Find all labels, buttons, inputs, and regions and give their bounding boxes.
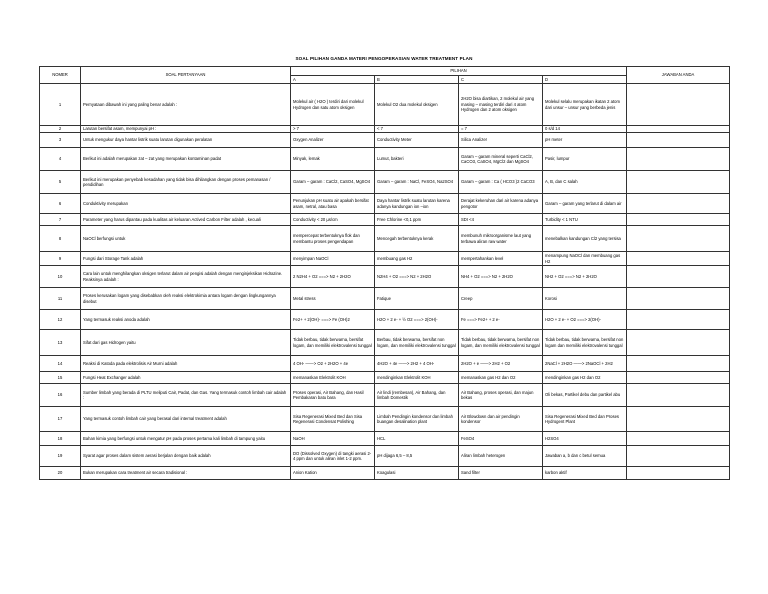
option-b: Free Chlorine <0,1 ppm: [375, 214, 459, 226]
question-number: 12: [40, 310, 81, 330]
option-c: Silica Analizer: [459, 133, 543, 148]
option-c: Creep: [459, 288, 543, 310]
answer-cell[interactable]: [627, 226, 730, 252]
header-pilihan: PILIHAN: [291, 67, 627, 76]
question-number: 6: [40, 194, 81, 214]
header-nomer: NOMER: [40, 67, 81, 84]
option-c: = 7: [459, 126, 543, 133]
option-a: Sisa Regenerasi Mixed Bed dan Sisa Regenerasi Condensat Polishing: [291, 407, 375, 432]
answer-cell[interactable]: [627, 356, 730, 372]
question-text: Yang termasuk contoh limbah cair yang berasal dari internal treatment adalah: [81, 407, 291, 432]
question-row: [40, 288, 730, 310]
answer-cell[interactable]: [627, 148, 730, 171]
question-number: 9: [40, 252, 81, 266]
option-b: Garam – garam : NaCl, FeSO4, Na2SO4: [375, 171, 459, 194]
answer-cell[interactable]: [627, 467, 730, 480]
question-number: 17: [40, 407, 81, 432]
question-row: [40, 133, 730, 148]
option-d: pH meter: [543, 133, 627, 148]
question-row: [40, 226, 730, 252]
option-d: Jawaban a, b dan c betul semua: [543, 446, 627, 467]
question-number: 2: [40, 126, 81, 133]
question-row: [40, 446, 730, 467]
option-b: Fatique: [375, 288, 459, 310]
option-a: Tidak berbau, tidak berwarna, bersifat logam, dan memiliki elektrovalensi tunggal: [291, 330, 375, 356]
option-a: Anion Kation: [291, 467, 375, 480]
question-number: 7: [40, 214, 81, 226]
option-b: pH dijaga 6,5 – 8,5: [375, 446, 459, 467]
question-number: 8: [40, 226, 81, 252]
header-soal-label: SOAL PERTANYAAN: [165, 72, 206, 78]
answer-cell[interactable]: [627, 214, 730, 226]
option-c: memanaskan gas H2 dan O2: [459, 372, 543, 384]
option-d: mendinginkan gas H2 dan O2: [543, 372, 627, 384]
option-c: NH4 + O2 ===> N2 + 2H2O: [459, 266, 543, 288]
question-row: [40, 467, 730, 480]
option-c: 2H2O + e ——> 2H2 + O2: [459, 356, 543, 372]
option-a: Penunjukan pH suatu air apakah bersifat asam, netral, atau basa: [291, 194, 375, 214]
question-number: 3: [40, 133, 81, 148]
option-b: Limbah Pendingin kondensor dan limbah buangan desalination plant: [375, 407, 459, 432]
option-d: Pasir, lumpur: [543, 148, 627, 171]
option-b: 4H2O + 4e ——> 2H2 + 4 OH-: [375, 356, 459, 372]
answer-cell[interactable]: [627, 266, 730, 288]
option-c: mempertahankan level: [459, 252, 543, 266]
option-d: A, B, dan C salah: [543, 171, 627, 194]
option-c: Garam – garam mineral seperti CaCl2, CaCO3, CaSO4, MgCl2 dan MgSO4: [459, 148, 543, 171]
option-d: Turbidity < 1 NTU: [543, 214, 627, 226]
header-a: A: [291, 76, 375, 84]
option-c: Fe ===> Fe2+ + 2 e-: [459, 310, 543, 330]
question-text: Untuk mengukur daya hantar listrik suatu larutan digunakan peralatan: [81, 133, 291, 148]
option-d: karbon aktif: [543, 467, 627, 480]
question-text: Bahan kimia yang berfungsi untuk mengatur pH pada proses pertama kali limbah di tampung yaitu: [81, 432, 291, 446]
option-c: Air Bahang, proses operasi, dan majun bekas: [459, 384, 543, 407]
option-b: Daya hantar listrik suatu larutan karena adanya kandungan ion –ion: [375, 194, 459, 214]
option-a: mempercepat terbentuknya flok dan membantu proses pengendapan: [291, 226, 375, 252]
option-b: Koagulasi: [375, 467, 459, 480]
option-a: Garam – garam : CaCl2, CaSO4, MgSO4: [291, 171, 375, 194]
option-a: > 7: [291, 126, 375, 133]
option-d: NH2 + O2 ===> N2 + 2H2O: [543, 266, 627, 288]
option-d: 2NaCl + 2H2O ——> 2NaOCl + 2H2: [543, 356, 627, 372]
answer-cell[interactable]: [627, 84, 730, 126]
option-d: menampung NaOCl dan membuang gas H2: [543, 252, 627, 266]
answer-cell[interactable]: [627, 288, 730, 310]
option-c: SDI <4: [459, 214, 543, 226]
question-text: Fungsi dari Storage Tank adalah: [81, 252, 291, 266]
option-d: H2O + 2 e- + O2 ===> 2(OH)-: [543, 310, 627, 330]
question-text: Berikut ini adalah merupakan zat – zat yang merupakan kontaminan padat: [81, 148, 291, 171]
question-row: [40, 356, 730, 372]
answer-cell[interactable]: [627, 384, 730, 407]
option-b: membuang gas H2: [375, 252, 459, 266]
question-row: [40, 214, 730, 226]
question-text: Pernyataan dibawah ini yang paling benar adalah :: [81, 84, 291, 126]
option-b: Conductivity Meter: [375, 133, 459, 148]
question-row: [40, 330, 730, 356]
question-number: 15: [40, 372, 81, 384]
answer-cell[interactable]: [627, 126, 730, 133]
document-title: SOAL PILIHAN GANDA MATERI PENGOPERASIAN WATER TREATMENT PLAN: [295, 56, 473, 61]
option-b: N2H4 + O2 ===> N2 + 2H2O: [375, 266, 459, 288]
option-a: Conductivity < 20 µs/cm: [291, 214, 375, 226]
option-a: DO (Dissolved Oxygen) di tangki aerasi 2-4 ppm dan untuk aliran inlet 1-2 ppm.: [291, 446, 375, 467]
question-number: 11: [40, 288, 81, 310]
answer-cell[interactable]: [627, 372, 730, 384]
option-a: 2 N2H4 + O2 ===> N2 + 2H2O: [291, 266, 375, 288]
option-b: Air lindi (rembesan), Air Bahang, dan limbah Domestik: [375, 384, 459, 407]
option-c: 2H2O bisa diartikan, 2 molekul air yang masing – masing terdiri dari 4 atom Hydrogen dan 2 atom oksigen: [459, 84, 543, 126]
header-c: C: [459, 76, 543, 84]
question-row: [40, 372, 730, 384]
answer-cell[interactable]: [627, 432, 730, 446]
option-b: H2O + 2 e- + ½ O2 ===> 2(OH)-: [375, 310, 459, 330]
question-text: Parameter yang harus dipantau pada kualitas air keluaran Actived Carbon Filter adalah , kecuali: [81, 214, 291, 226]
option-d: Tidak berbau, tidak berwarna, bersifat non logam dan memiliki elektrovalensi tunggal: [543, 330, 627, 356]
question-row: [40, 171, 730, 194]
answer-cell[interactable]: [627, 133, 730, 148]
option-c: Air Blowdown dan air pendingin kondensor: [459, 407, 543, 432]
question-text: Proses kerusakan logam yang disebabkan oleh reaksi elektrokimia antara logam dengan lingkungannya disebut: [81, 288, 291, 310]
option-b: mendinginkan Elektrolit KOH: [375, 372, 459, 384]
option-d: H2SO4: [543, 432, 627, 446]
answer-cell[interactable]: [627, 446, 730, 467]
option-b: Lumut, bakteri: [375, 148, 459, 171]
question-text: Cara lain untuk menghilangkan oksigen terlarut dalam air pengisi adalah dengan menginjeksikan Hidrazine. Reaksinya adalah :: [81, 266, 291, 288]
answer-cell[interactable]: [627, 330, 730, 356]
option-d: menebalkan kandungan Cl2 yang tersisa: [543, 226, 627, 252]
option-b: < 7: [375, 126, 459, 133]
question-text: NaOCl berfungsi untuk: [81, 226, 291, 252]
answer-cell[interactable]: [627, 407, 730, 432]
option-c: Aliran limbah heterogen: [459, 446, 543, 467]
question-text: Larutan bersifat asam, mempunyai pH :: [81, 126, 291, 133]
question-text: Conduktivity merupakan: [81, 194, 291, 214]
question-row: [40, 432, 730, 446]
question-number: 16: [40, 384, 81, 407]
option-b: HCL: [375, 432, 459, 446]
option-c: FeSO4: [459, 432, 543, 446]
question-text: Yang termasuk reaksi anoda adalah: [81, 310, 291, 330]
question-row: [40, 384, 730, 407]
question-number: 1: [40, 84, 81, 126]
question-text: Fungsi Heat Exchanger adalah: [81, 372, 291, 384]
answer-cell[interactable]: [627, 194, 730, 214]
question-text: Sifat dari gas Hidrogen yaitu: [81, 330, 291, 356]
answer-cell[interactable]: [627, 310, 730, 330]
answer-cell[interactable]: [627, 252, 730, 266]
question-text: Syarat agar proses dalam sistem aerasi berjalan dengan baik adalah: [81, 446, 291, 467]
option-c: Tidak berbau, tidak berwarna, bersifat non logam, dan memiliki elektrovalensi tunggal: [459, 330, 543, 356]
option-d: Korosi: [543, 288, 627, 310]
question-number: 4: [40, 148, 81, 171]
question-row: [40, 194, 730, 214]
option-d: Molekul selalu merupakan ikatan 2 atom dari unsur – unsur yang berbeda jenis: [543, 84, 627, 126]
option-a: Fe2+ + 2(OH)- ===> Fe (OH)2: [291, 310, 375, 330]
question-row: [40, 310, 730, 330]
question-row: [40, 148, 730, 171]
option-b: Berbau, tidak berwarna, bersifat non logam, dan memiliki elektrovalensi tunggal: [375, 330, 459, 356]
question-row: [40, 407, 730, 432]
question-text: Reaksi di Katoda pada elektrolisis Air Murni adalah: [81, 356, 291, 372]
option-c: Derajat kekeruhan dari air karena adanya pengotor: [459, 194, 543, 214]
question-number: 18: [40, 432, 81, 446]
option-a: 4 OH- ——> O2 + 2H2O + 4e: [291, 356, 375, 372]
option-a: menyimpan NaOCl: [291, 252, 375, 266]
header-d: D: [543, 76, 627, 84]
question-number: 19: [40, 446, 81, 467]
question-text: Berikut ini merupakan penyebab kesadahan yang tidak bisa dihilangkan dengan proses pemanasan / pendidihan: [81, 171, 291, 194]
option-a: Oxygen Analizer: [291, 133, 375, 148]
option-c: Garam – garam : Ca ( HCO3 )2 CaCO3: [459, 171, 543, 194]
option-d: Garam – garam yang terlarut di dalam air: [543, 194, 627, 214]
question-number: 14: [40, 356, 81, 372]
question-number: 13: [40, 330, 81, 356]
header-soal: [81, 67, 291, 84]
question-row: [40, 84, 730, 126]
option-d: Sisa Regenerasi Mixed Bed dan Proses Hydrogent Plant: [543, 407, 627, 432]
option-d: Oli bekas, Partikel debu dan partikel abu: [543, 384, 627, 407]
question-number: 10: [40, 266, 81, 288]
question-table: [39, 66, 730, 480]
question-row: [40, 266, 730, 288]
header-jawaban: JAWABAN ANDA: [627, 67, 730, 84]
question-text: Bukan merupakan cara treatment air secara tradisional :: [81, 467, 291, 480]
option-a: Metal stress: [291, 288, 375, 310]
option-a: Minyak, lemak: [291, 148, 375, 171]
option-b: Molekul O2 dua molekul oksigen: [375, 84, 459, 126]
answer-cell[interactable]: [627, 171, 730, 194]
option-a: memanaskan Elektrolit KOH: [291, 372, 375, 384]
option-a: Molekul air ( H2O ) terdiri dari molekul Hydrogen dan satu atom oksigen: [291, 84, 375, 126]
question-number: 5: [40, 171, 81, 194]
option-a: Proses operasi, Air Bahang, dan Hasil Pembakaran batu bara: [291, 384, 375, 407]
option-d: 0 s/d 14: [543, 126, 627, 133]
question-number: 20: [40, 467, 81, 480]
question-text: Sumber limbah yang berada di PLTU meliputi Cair, Padat, dan Gas. Yang termasuk contoh limbah cair adalah :: [81, 384, 291, 407]
option-c: membunuh mikroorganisme laut yang terbawa aliran raw water: [459, 226, 543, 252]
option-c: Sand filter: [459, 467, 543, 480]
question-row: [40, 126, 730, 133]
option-a: NaOH: [291, 432, 375, 446]
header-b: B: [375, 76, 459, 84]
option-b: Mencegah terbentuknya kerak: [375, 226, 459, 252]
question-row: [40, 252, 730, 266]
